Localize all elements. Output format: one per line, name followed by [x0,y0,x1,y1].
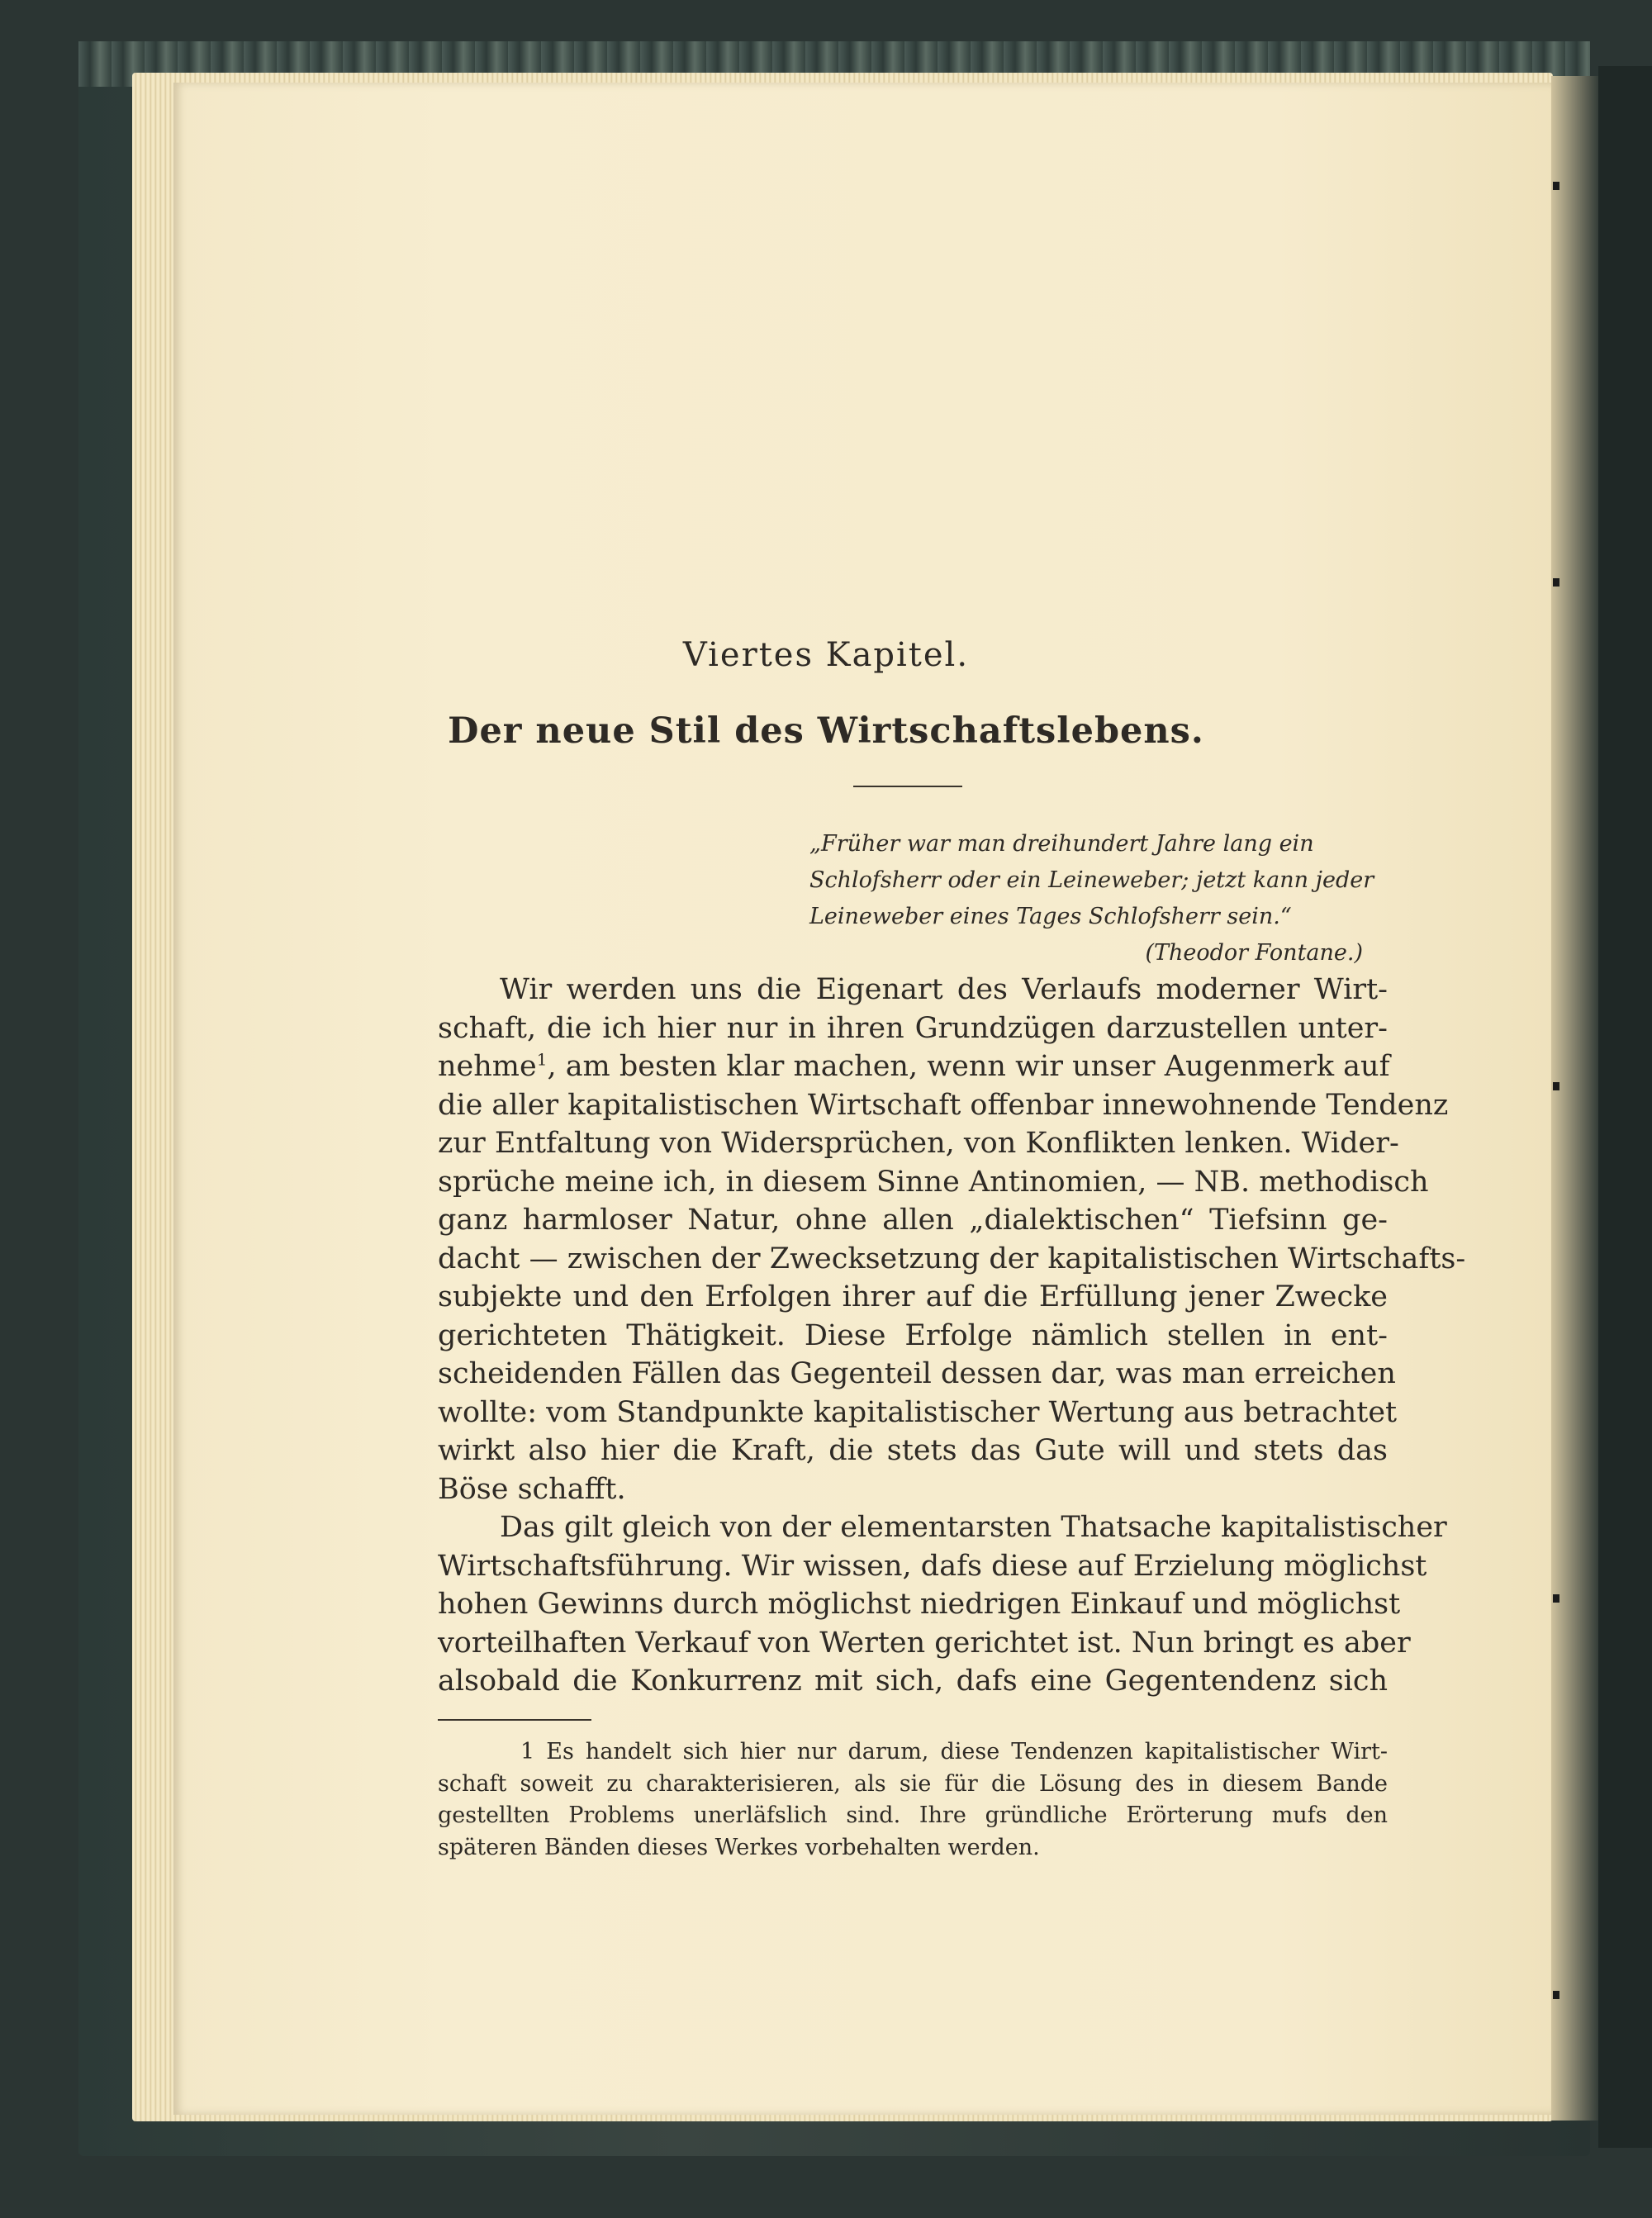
body-line: die aller kapitalistischen Wirtschaft offenbar innewohnende Tendenz [438,1088,1449,1122]
footnote-rule [438,1719,591,1721]
binding-mark [1553,1594,1559,1603]
motto-line: „Früher war man dreihundert Jahre lang ein [809,831,1314,857]
chapter-label: Viertes Kapitel. [682,636,970,674]
body-line: alsobald die Konkurrenz mit sich, dafs eine Gegentendenz sich [438,1665,1388,1698]
body-line: gerichteten Thätigkeit. Diese Erfolge nämlich stellen in ent- [438,1318,1388,1352]
footnote-line: schaft soweit zu charakterisieren, als sie für die Lösung des in diesem Bande [438,1770,1388,1797]
motto-line: Leineweber eines Tages Schlofsherr sein.“ [809,904,1292,929]
body-line: ganz harmloser Natur, ohne allen „dialektischen“ Tiefsinn ge- [438,1204,1388,1237]
body-line: subjekte und den Erfolgen ihrer auf die Erfüllung jener Zwecke [438,1280,1388,1313]
binding-mark [1553,1082,1559,1090]
body-line: hohen Gewinns durch möglichst niedrigen Einkauf und möglichst [438,1588,1401,1621]
right-cover [1598,66,1652,2148]
body-line: wollte: vom Standpunkte kapitalistischer Wertung aus betrachtet [438,1395,1398,1429]
binding-mark [1553,182,1559,190]
page-gutter [1551,76,1601,2121]
footnote-line-text: Es handelt sich hier nur darum, diese Tendenzen kapitalistischer Wirt- [534,1739,1388,1764]
body-text [438,971,1466,1701]
motto-attribution: (Theodor Fontane.) [1145,940,1363,966]
body-line: wirkt also hier die Kraft, die stets das Gute will und stets das [438,1434,1388,1467]
body-line: Das gilt gleich von der elementarsten Thatsache kapitalistischer [500,1511,1447,1544]
footnote [438,1736,1388,1864]
footnote-line [438,1736,1388,1769]
motto [809,826,1388,971]
motto-line: Schlofsherr oder ein Leineweber; jetzt kann jeder [809,867,1374,893]
chapter-title: Der neue Stil des Wirtschaftslebens. [448,710,1204,752]
body-line-part: , am besten klar machen, wenn wir unser Augenmerk auf [547,1050,1390,1083]
footnote-reference[interactable]: 1 [536,1049,548,1070]
body-line: scheidenden Fällen das Gegenteil dessen dar, was man erreichen [438,1357,1396,1390]
footnote-line: gestellten Problems unerläfslich sind. Ihre gründliche Erörterung mufs den [438,1802,1388,1828]
body-line-part: nehme [438,1050,537,1083]
binding-mark [1553,578,1559,587]
body-line [438,1047,1388,1086]
body-line: vorteilhaften Verkauf von Werten gerichtet ist. Nun bringt es aber [438,1626,1411,1660]
footnote-marker: 1 [520,1739,535,1764]
body-line: schaft, die ich hier nur in ihren Grundzügen darzustellen unter- [438,1011,1388,1045]
title-rule [853,786,962,787]
body-line: sprüche meine ich, in diesem Sinne Antinomien, — NB. methodisch [438,1165,1429,1199]
body-line: Wir werden uns die Eigenart des Verlaufs moderner Wirt- [500,973,1388,1006]
body-line: Wirtschaftsführung. Wir wissen, dafs diese auf Erzielung möglichst [438,1549,1427,1583]
footnote-line: späteren Bänden dieses Werkes vorbehalten werden. [438,1834,1040,1860]
body-line: Böse schafft. [438,1472,626,1506]
binding-mark [1553,1991,1559,1999]
body-line: zur Entfaltung von Widersprüchen, von Konflikten lenken. Wider- [438,1127,1399,1160]
body-line: dacht — zwischen der Zwecksetzung der kapitalistischen Wirtschafts- [438,1242,1466,1275]
